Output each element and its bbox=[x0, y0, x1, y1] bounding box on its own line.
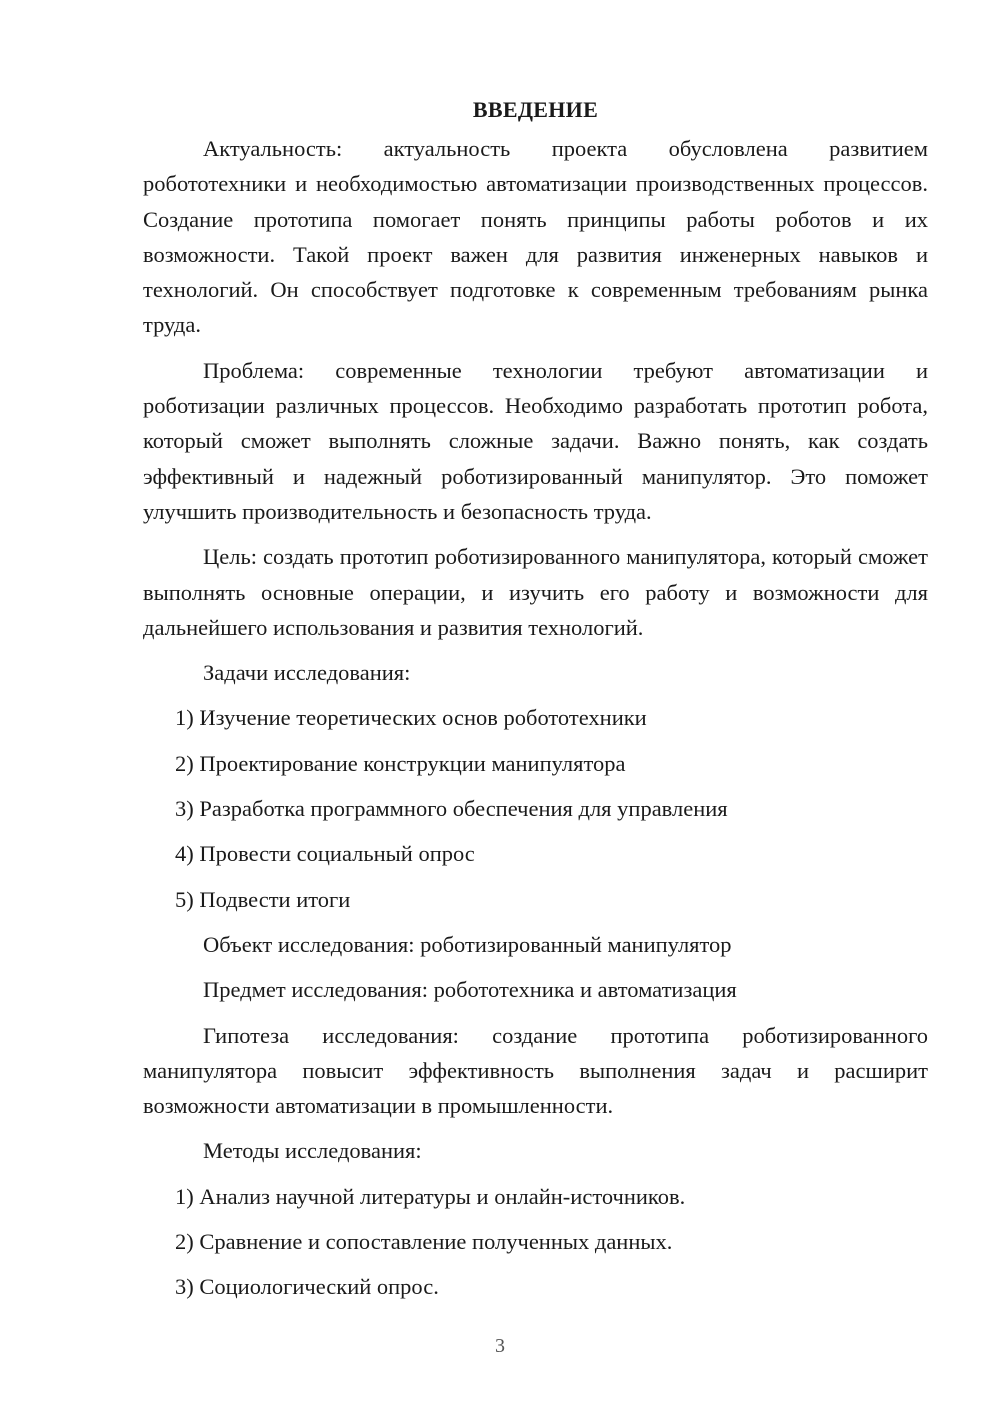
research-object: Объект исследования: роботизированный манипулятор bbox=[203, 931, 732, 957]
task-item: 4) Провести социальный опрос bbox=[175, 841, 475, 867]
task-item: 1) Изучение теоретических основ робототехники bbox=[175, 705, 647, 731]
document-page bbox=[143, 92, 928, 1315]
page-number: 3 bbox=[495, 1335, 505, 1357]
method-item: 3) Социологический опрос. bbox=[175, 1274, 439, 1300]
methods-heading: Методы исследования: bbox=[203, 1138, 422, 1164]
task-item: 3) Разработка программного обеспечения для управления bbox=[175, 796, 728, 822]
section-title: ВВЕДЕНИЕ bbox=[472, 97, 599, 122]
relevance-paragraph: Актуальность: актуальность проекта обусловлена развитием робототехники и необходимостью автоматизации производственных процессов. Создание прототипа помогает понять принципы работы роботов и их возможности. Такой проект важен для развития инженерных навыков и технологий. Он способствует подготовке к современным требованиям рынка труда. bbox=[143, 136, 928, 338]
hypothesis-paragraph: Гипотеза исследования: создание прототипа роботизированного манипулятора повысит эффективность выполнения задач и расширит возможности автоматизации в промышленности. bbox=[143, 1022, 928, 1119]
research-subject: Предмет исследования: робототехника и автоматизация bbox=[203, 977, 737, 1003]
problem-paragraph: Проблема: современные технологии требуют автоматизации и роботизации различных процессов. Необходимо разработать прототип робота, который сможет выполнять сложные задачи. Важно понять, как создать эффективный и надежный роботизированный манипулятор. Это поможет улучшить производительность и безопасность труда. bbox=[143, 357, 928, 524]
method-item: 2) Сравнение и сопоставление полученных данных. bbox=[175, 1229, 673, 1255]
task-item: 2) Проектирование конструкции манипулятора bbox=[175, 750, 626, 776]
tasks-heading: Задачи исследования: bbox=[203, 660, 411, 686]
task-item: 5) Подвести итоги bbox=[175, 886, 351, 912]
goal-paragraph: Цель: создать прототип роботизированного манипулятора, который сможет выполнять основные операции, и изучить его работу и возможности для дальнейшего использования и развития технологий. bbox=[143, 544, 928, 640]
method-item: 1) Анализ научной литературы и онлайн-источников. bbox=[175, 1183, 686, 1209]
